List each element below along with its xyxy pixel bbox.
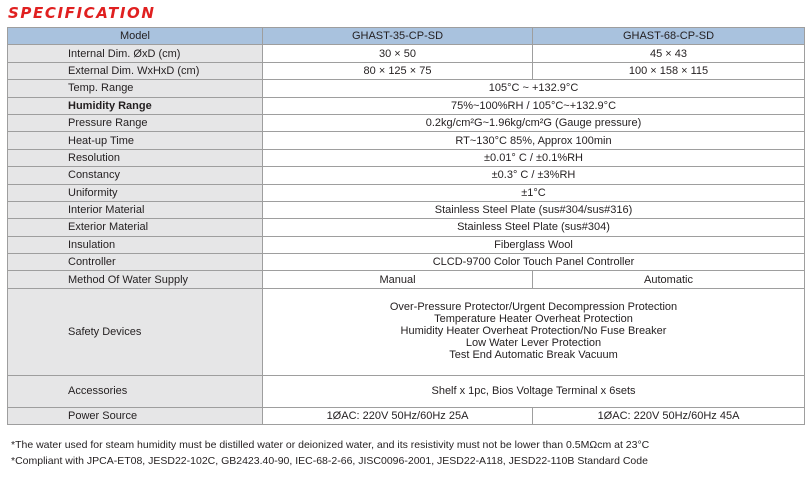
row-label: Interior Material xyxy=(8,201,263,218)
row-label: Accessories xyxy=(8,375,263,407)
row-label: Power Source xyxy=(8,407,263,424)
value-shared: ±0.3° C / ±3%RH xyxy=(263,167,805,184)
row-label: Uniformity xyxy=(8,184,263,201)
value-shared: 105°C ~ +132.9°C xyxy=(263,80,805,97)
row-water-supply xyxy=(8,271,805,288)
value-35: Manual xyxy=(263,271,533,288)
row-constancy xyxy=(8,167,805,184)
row-uniformity xyxy=(8,184,805,201)
footnotes xyxy=(11,437,649,469)
value-35: 1ØAC: 220V 50Hz/60Hz 25A xyxy=(263,407,533,424)
row-insulation xyxy=(8,236,805,253)
row-label: Humidity Range xyxy=(8,97,263,114)
row-controller xyxy=(8,254,805,271)
row-pressure-range xyxy=(8,114,805,131)
row-label: Controller xyxy=(8,254,263,271)
row-humidity-range xyxy=(8,97,805,114)
value-shared: ±1°C xyxy=(263,184,805,201)
header-model-68: GHAST-68-CP-SD xyxy=(533,28,805,45)
row-exterior-material xyxy=(8,219,805,236)
row-resolution xyxy=(8,149,805,166)
value-68: Automatic xyxy=(533,271,805,288)
value-shared: Shelf x 1pc, Bios Voltage Terminal x 6sets xyxy=(263,375,805,407)
row-label: Pressure Range xyxy=(8,114,263,131)
header-model: Model xyxy=(8,28,263,45)
safety-item: Low Water Lever Protection xyxy=(465,336,602,349)
row-internal-dim xyxy=(8,45,805,62)
row-external-dim xyxy=(8,62,805,79)
safety-item: Humidity Heater Overheat Protection/No Fuse Breaker xyxy=(400,324,667,337)
specification-table xyxy=(7,27,805,425)
safety-item: Temperature Heater Overheat Protection xyxy=(434,313,633,326)
row-label: Temp. Range xyxy=(8,80,263,97)
spec-title: SPECIFICATION xyxy=(8,4,156,22)
table-header-row xyxy=(8,28,805,45)
value-shared: 75%~100%RH / 105°C~+132.9°C xyxy=(263,97,805,114)
row-safety-devices xyxy=(8,288,805,375)
value-35: 30 × 50 xyxy=(263,45,533,62)
value-68: 100 × 158 × 115 xyxy=(533,62,805,79)
row-label: Exterior Material xyxy=(8,219,263,236)
row-interior-material xyxy=(8,201,805,218)
footnote-water: *The water used for steam humidity must be distilled water or deionized water, and its resistivity must not be lower than 0.5MΩcm at 23°C xyxy=(11,439,650,451)
footnote-compliance: *Compliant with JPCA-ET08, JESD22-102C, GB2423.40-90, IEC-68-2-66, JISC0096-2001, JESD22-A118, JESD22-110B Standard Code xyxy=(11,455,648,467)
row-label: Constancy xyxy=(8,167,263,184)
row-label: External Dim. WxHxD (cm) xyxy=(8,62,263,79)
row-power-source xyxy=(8,407,805,424)
value-68: 1ØAC: 220V 50Hz/60Hz 45A xyxy=(533,407,805,424)
value-shared: CLCD-9700 Color Touch Panel Controller xyxy=(263,254,805,271)
value-shared: RT~130°C 85%, Approx 100min xyxy=(263,132,805,149)
value-shared: Stainless Steel Plate (sus#304) xyxy=(263,219,805,236)
header-model-35: GHAST-35-CP-SD xyxy=(263,28,533,45)
value-shared: 0.2kg/cm²G~1.96kg/cm²G (Gauge pressure) xyxy=(263,114,805,131)
row-heat-up-time xyxy=(8,132,805,149)
row-label: Heat-up Time xyxy=(8,132,263,149)
row-label: Safety Devices xyxy=(8,288,263,375)
value-68: 45 × 43 xyxy=(533,45,805,62)
row-label: Method Of Water Supply xyxy=(8,271,263,288)
value-shared: Stainless Steel Plate (sus#304/sus#316) xyxy=(263,201,805,218)
value-35: 80 × 125 × 75 xyxy=(263,62,533,79)
value-shared: Fiberglass Wool xyxy=(263,236,805,253)
row-label: Insulation xyxy=(8,236,263,253)
value-shared: ±0.01° C / ±0.1%RH xyxy=(263,149,805,166)
row-label: Resolution xyxy=(8,149,263,166)
safety-devices-list xyxy=(263,288,805,375)
row-accessories xyxy=(8,375,805,407)
row-label: Internal Dim. ØxD (cm) xyxy=(8,45,263,62)
row-temp-range xyxy=(8,80,805,97)
safety-item: Test End Automatic Break Vacuum xyxy=(449,348,618,361)
safety-item: Over-Pressure Protector/Urgent Decompression Protection xyxy=(389,301,678,314)
